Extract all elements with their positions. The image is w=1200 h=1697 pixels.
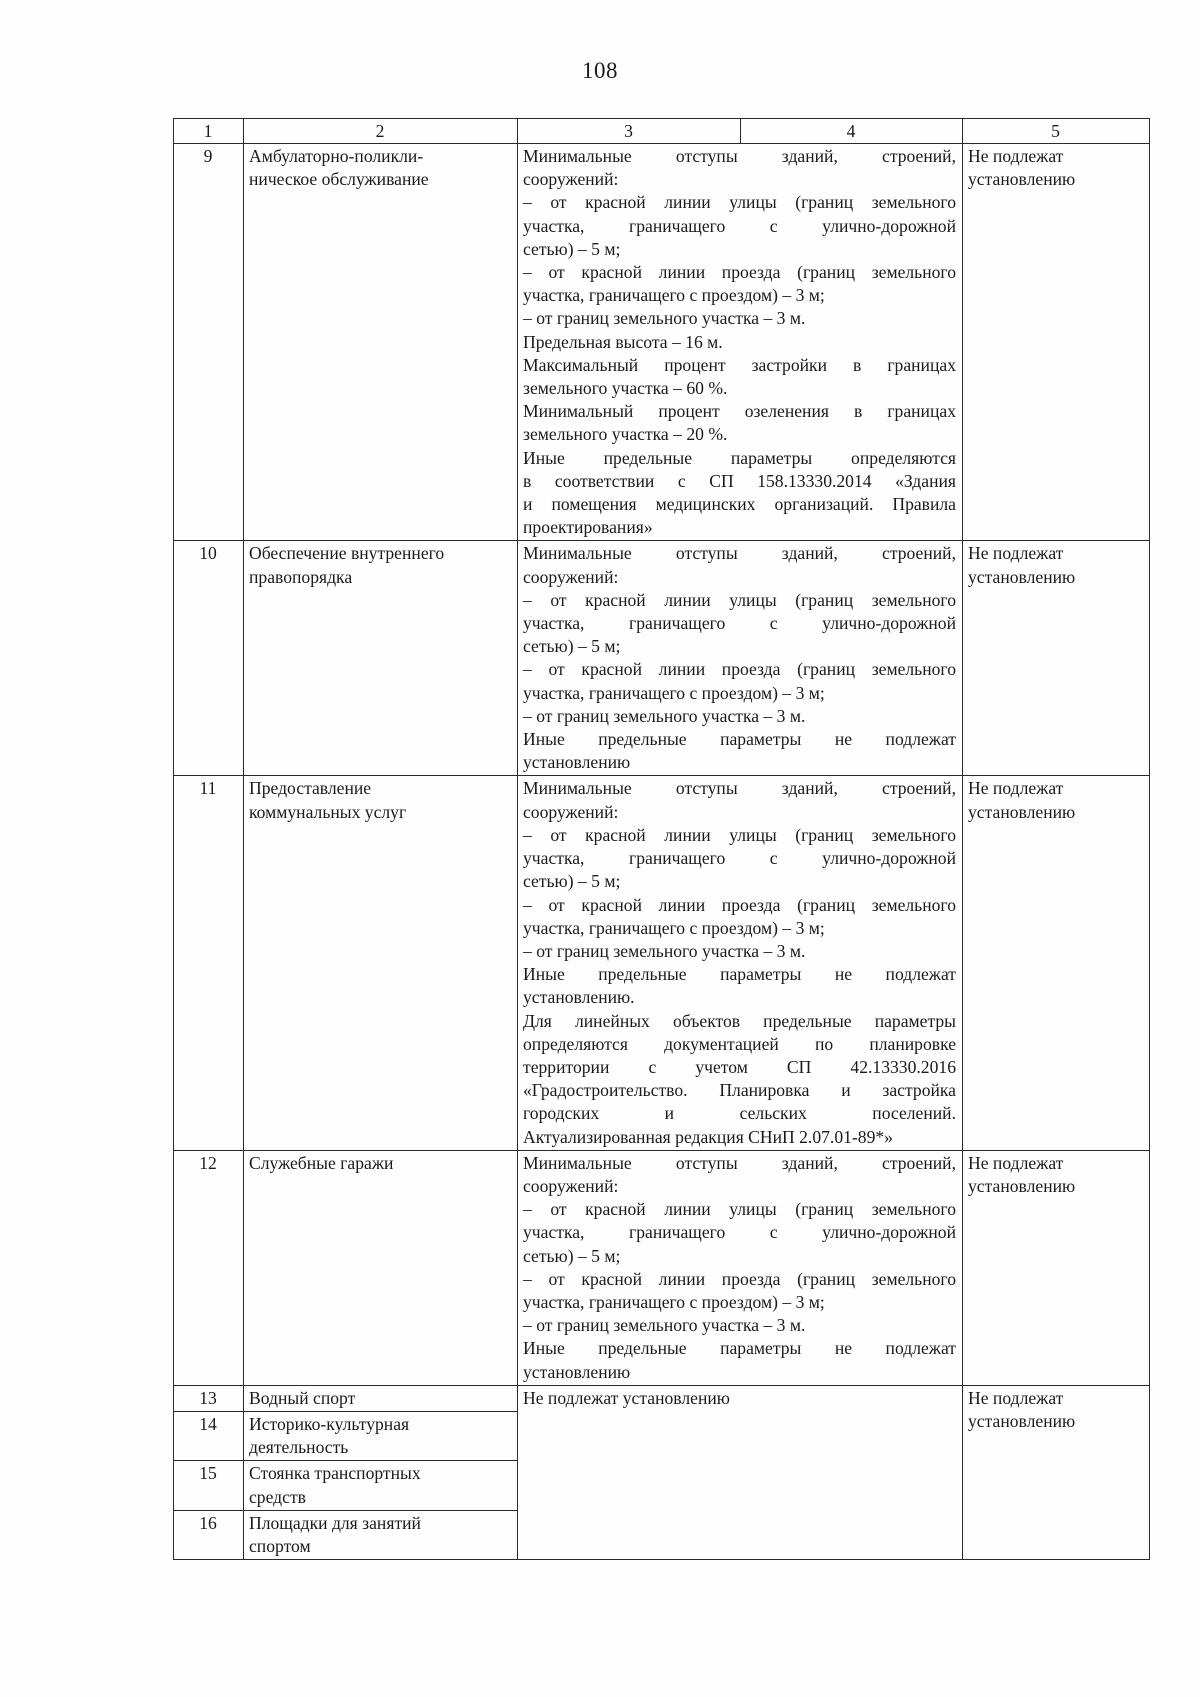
parameter-line: сетью) – 5 м; — [523, 238, 621, 259]
text-line: Не подлежат — [968, 1152, 1064, 1173]
parameter-line: и помещения медицинских организаций. Правила — [523, 494, 956, 515]
table-row — [174, 776, 1150, 1150]
regulations-table — [173, 118, 1150, 1560]
parameter-line: – от границ земельного участка – 3 м. — [523, 705, 806, 726]
row-number: 10 — [174, 541, 244, 776]
header-col-4: 4 — [741, 119, 963, 144]
table-row — [174, 1385, 1150, 1411]
text-line: Обеспечение внутреннего — [249, 543, 445, 564]
column-5-value — [963, 541, 1150, 776]
parameter-line: сетью) – 5 м; — [523, 636, 621, 657]
parameter-line: – от красной линии проезда (границ земельного — [523, 894, 956, 915]
text-line: Площадки для занятий — [249, 1512, 421, 1533]
parameter-line: сетью) – 5 м; — [523, 1245, 621, 1266]
text-line: Историко-культурная — [249, 1413, 410, 1434]
parameter-line: Минимальные отступы зданий, строений, — [523, 778, 956, 799]
land-use-type — [244, 144, 518, 541]
land-use-type — [244, 541, 518, 776]
parameter-line: сооружений: — [523, 1175, 619, 1196]
text-line: установлению — [968, 566, 1076, 587]
parameter-line: – от границ земельного участка – 3 м. — [523, 308, 806, 329]
parameter-line: участка, граничащего с улично-дорожной — [523, 215, 956, 236]
parameter-line: городских и сельских поселений. — [523, 1103, 956, 1124]
row-number: 11 — [174, 776, 244, 1150]
text-line: Водный спорт — [249, 1387, 356, 1408]
parameter-line: Актуализированная редакция СНиП 2.07.01-89*» — [523, 1126, 893, 1147]
limit-parameters — [518, 1150, 963, 1385]
parameter-line: Минимальный процент озеленения в границах — [523, 401, 956, 422]
text-line: Предоставление — [249, 778, 372, 799]
text-line: правопорядка — [249, 566, 353, 587]
parameter-line: участка, граничащего с улично-дорожной — [523, 613, 956, 634]
parameter-line: Предельная высота – 16 м. — [523, 331, 723, 352]
parameter-line: участка, граничащего с улично-дорожной — [523, 1222, 956, 1243]
parameter-line: – от границ земельного участка – 3 м. — [523, 1315, 806, 1336]
parameter-line: земельного участка – 20 %. — [523, 424, 728, 445]
parameter-line: установлению. — [523, 987, 635, 1008]
parameter-line: Минимальные отступы зданий, строений, — [523, 543, 956, 564]
land-use-type — [244, 1150, 518, 1385]
parameter-line: участка, граничащего с проездом) – 3 м; — [523, 1291, 825, 1312]
page-number: 108 — [582, 58, 618, 83]
row-number: 16 — [174, 1510, 244, 1559]
limit-parameters — [518, 541, 963, 776]
parameter-line: Иные предельные параметры не подлежат — [523, 1338, 956, 1359]
parameter-line: – от красной линии улицы (границ земельного — [523, 1199, 956, 1220]
row-number: 13 — [174, 1385, 244, 1411]
limit-parameters: Не подлежат установлению — [518, 1385, 963, 1559]
parameter-line: участка, граничащего с проездом) – 3 м; — [523, 682, 825, 703]
limit-parameters — [518, 144, 963, 541]
parameter-line: участка, граничащего с проездом) – 3 м; — [523, 917, 825, 938]
parameter-line: «Градостроительство. Планировка и застройка — [523, 1080, 956, 1101]
parameter-line: территории с учетом СП 42.13330.2016 — [523, 1056, 956, 1077]
row-number: 15 — [174, 1461, 244, 1510]
text-line: Не подлежат — [968, 146, 1064, 166]
parameter-line: Иные предельные параметры не подлежат — [523, 729, 956, 750]
table-row — [174, 1150, 1150, 1385]
text-line: Служебные гаражи — [249, 1152, 394, 1173]
text-line: средств — [249, 1486, 306, 1507]
header-col-5: 5 — [963, 119, 1150, 144]
parameter-line: Для линейных объектов предельные параметры — [523, 1010, 956, 1031]
parameter-line: участка, граничащего с улично-дорожной — [523, 848, 956, 869]
parameter-line: – от красной линии проезда (границ земельного — [523, 1268, 956, 1289]
text-line: Не подлежат — [968, 778, 1064, 799]
land-use-type — [244, 1385, 518, 1411]
table-header-row — [174, 119, 1150, 144]
parameter-line: Минимальные отступы зданий, строений, — [523, 146, 956, 166]
text-line: Амбулаторно-поликли- — [249, 146, 424, 166]
parameter-line: Иные предельные параметры не подлежат — [523, 964, 956, 985]
text-line: спортом — [249, 1535, 311, 1556]
limit-parameters — [518, 776, 963, 1150]
row-number: 9 — [174, 144, 244, 541]
land-use-type — [244, 1510, 518, 1559]
parameter-line: участка, граничащего с проездом) – 3 м; — [523, 285, 825, 306]
header-col-2: 2 — [244, 119, 518, 144]
parameter-line: земельного участка – 60 %. — [523, 378, 728, 399]
text-line: коммунальных услуг — [249, 801, 407, 822]
text-line: установлению — [968, 169, 1076, 190]
land-use-type — [244, 1461, 518, 1510]
column-5-value — [963, 144, 1150, 541]
text-line: установлению — [968, 801, 1076, 822]
parameter-line: сооружений: — [523, 566, 619, 587]
row-number: 12 — [174, 1150, 244, 1385]
table-row — [174, 541, 1150, 776]
column-5-value — [963, 1385, 1150, 1559]
parameter-line: сетью) – 5 м; — [523, 871, 621, 892]
parameter-line: сооружений: — [523, 801, 619, 822]
land-use-type — [244, 1411, 518, 1460]
parameter-line: Минимальные отступы зданий, строений, — [523, 1152, 956, 1173]
parameter-line: Максимальный процент застройки в границах — [523, 354, 956, 375]
row-number: 14 — [174, 1411, 244, 1460]
parameter-line: сооружений: — [523, 169, 619, 190]
land-use-type — [244, 776, 518, 1150]
text-line: установлению — [968, 1175, 1076, 1196]
parameter-line: определяются документацией по планировке — [523, 1033, 956, 1054]
parameter-line: – от красной линии улицы (границ земельного — [523, 589, 956, 610]
parameter-line: – от красной линии улицы (границ земельного — [523, 824, 956, 845]
parameter-line: Иные предельные параметры определяются — [523, 447, 956, 468]
parameter-line: – от красной линии улицы (границ земельного — [523, 192, 956, 213]
header-col-3: 3 — [518, 119, 741, 144]
parameter-line: установлению — [523, 752, 631, 773]
text-line: ническое обслуживание — [249, 169, 429, 190]
header-col-1: 1 — [174, 119, 244, 144]
parameter-line: – от красной линии проезда (границ земельного — [523, 659, 956, 680]
table-row — [174, 144, 1150, 541]
text-line: Стоянка транспортных — [249, 1463, 421, 1484]
column-5-value — [963, 776, 1150, 1150]
column-5-value — [963, 1150, 1150, 1385]
parameter-line: – от красной линии проезда (границ земельного — [523, 262, 956, 283]
parameter-line: установлению — [523, 1361, 631, 1382]
text-line: Не подлежат — [968, 1387, 1064, 1408]
text-line: Не подлежат — [968, 543, 1064, 564]
text-line: деятельность — [249, 1437, 349, 1458]
parameter-line: проектирования» — [523, 517, 653, 538]
parameter-line: в соответствии с СП 158.13330.2014 «Здания — [523, 470, 956, 491]
text-line: установлению — [968, 1410, 1076, 1431]
parameter-line: – от границ земельного участка – 3 м. — [523, 940, 806, 961]
